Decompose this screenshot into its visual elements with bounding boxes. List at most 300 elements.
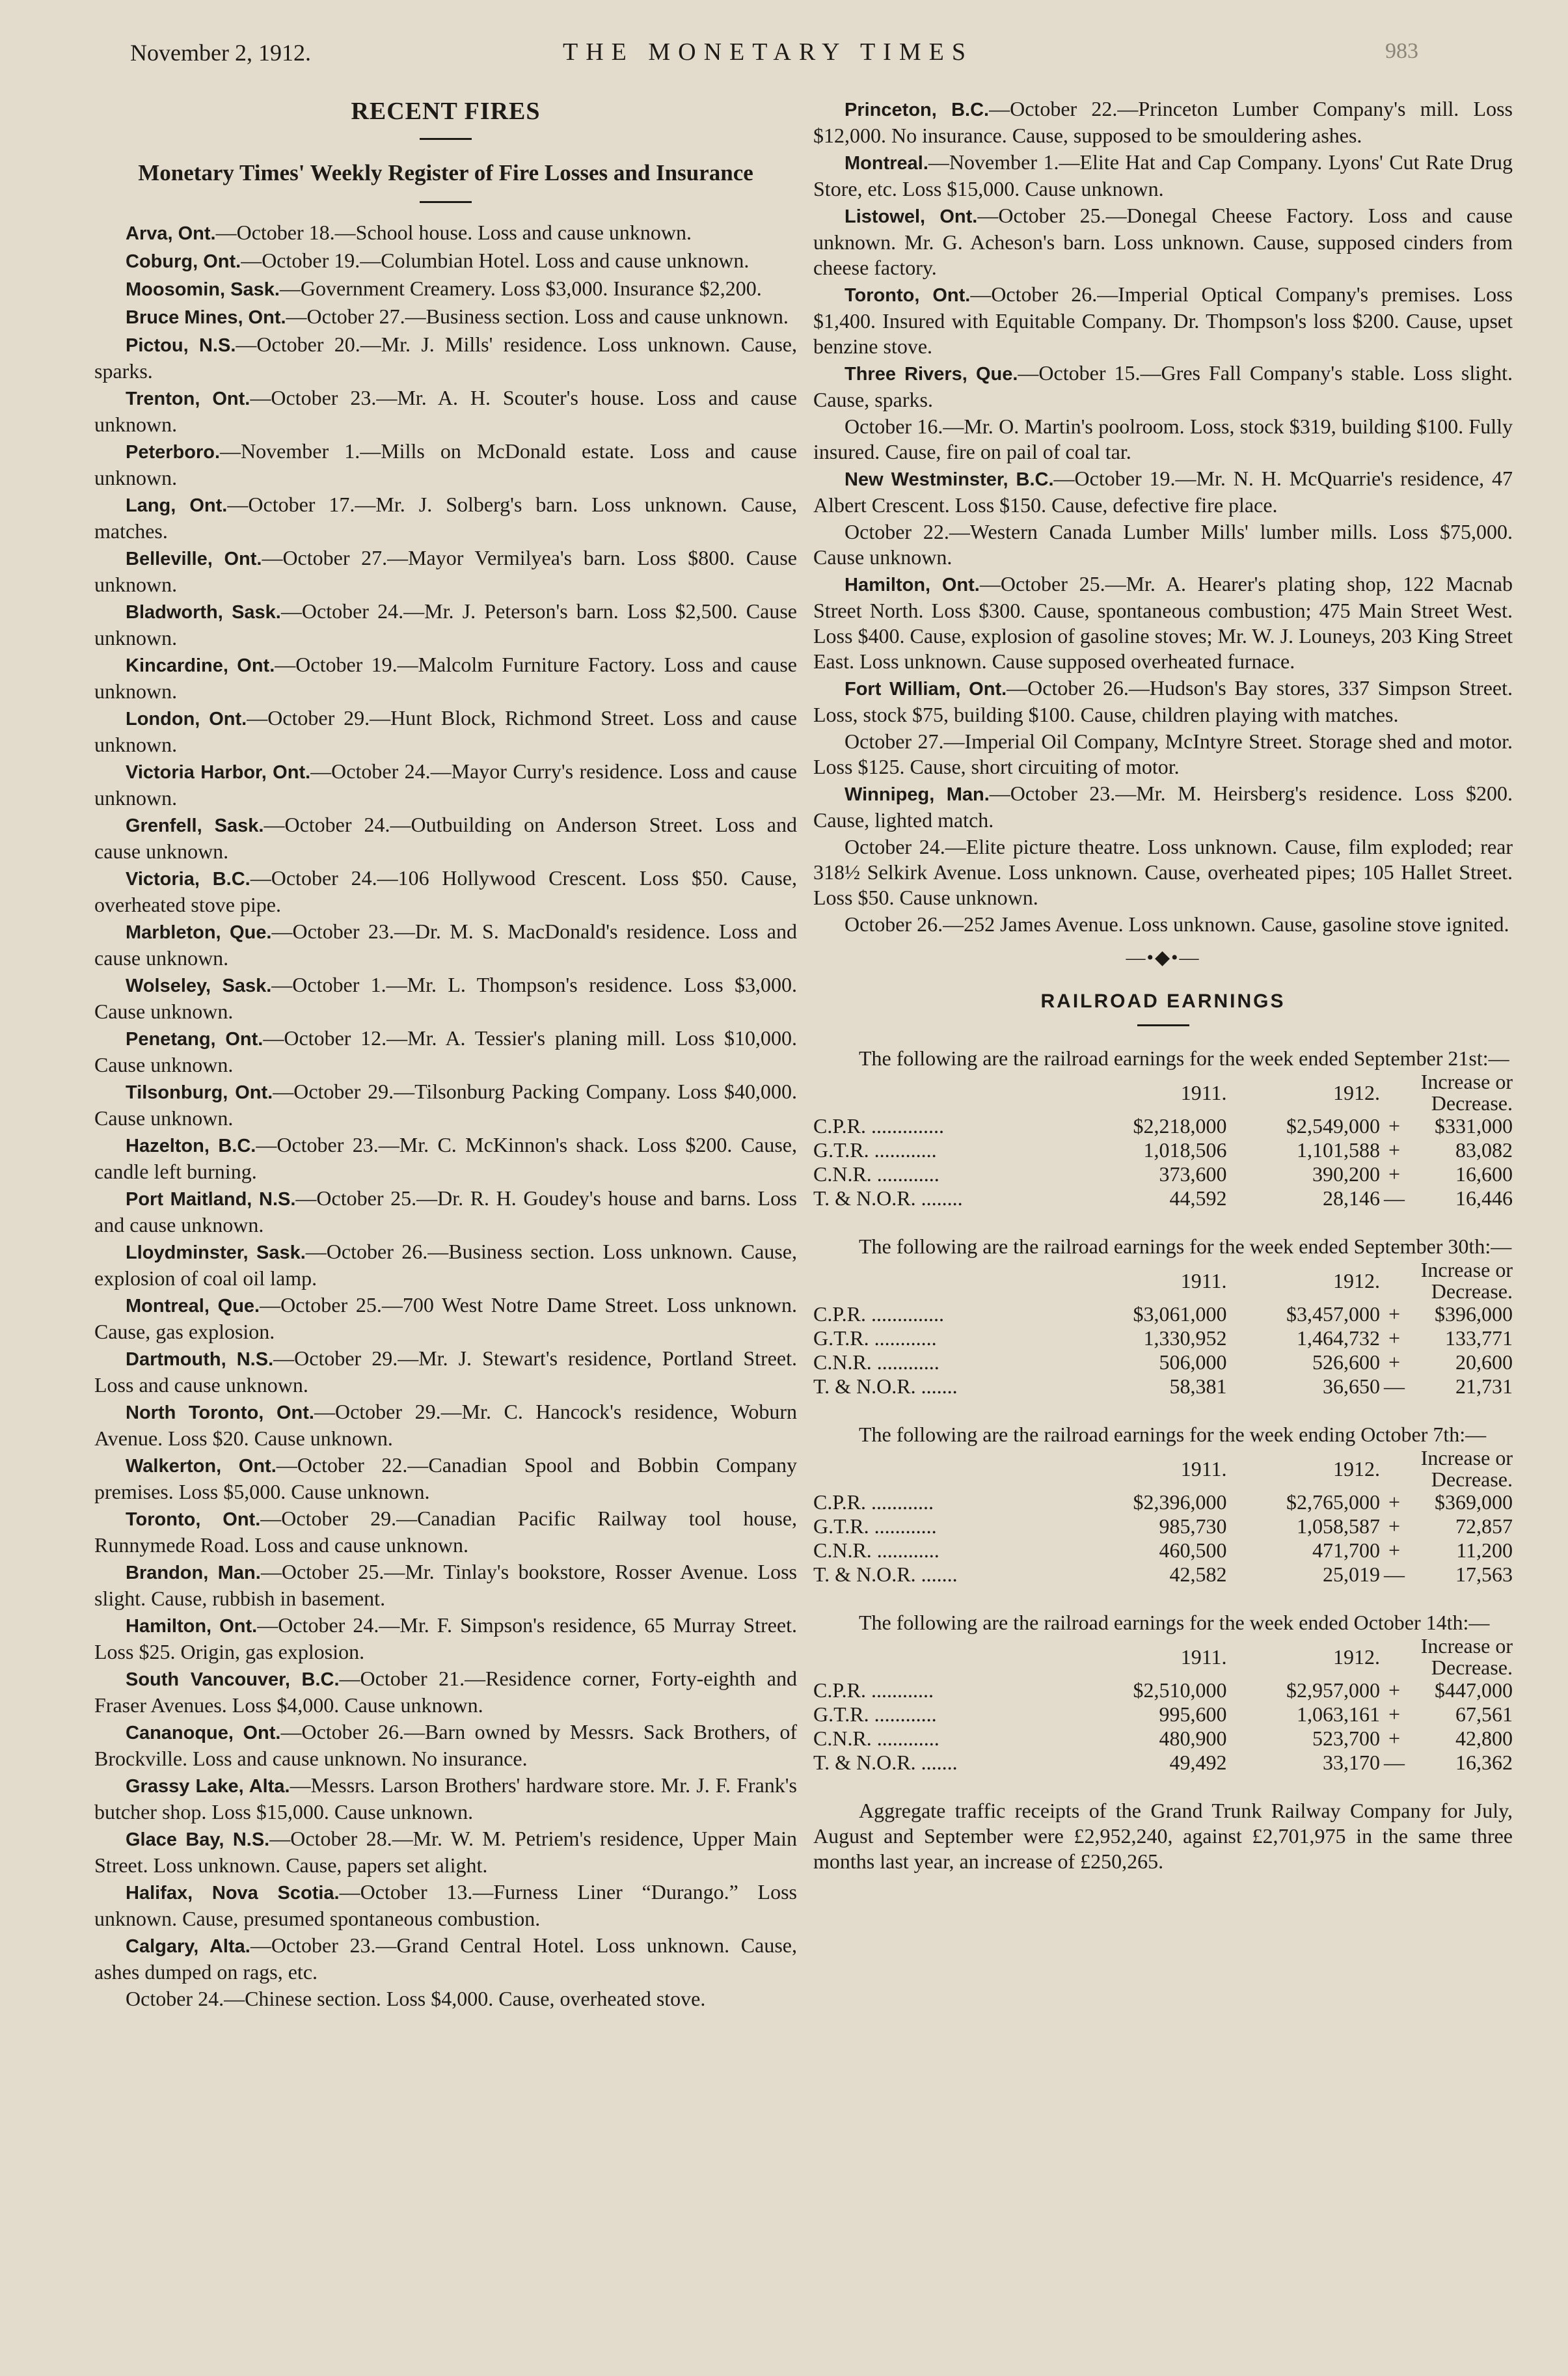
- fire-details: —October 22.—Princeton Lumber Company's mill. Loss $12,000. No insurance. Cause, supposed to be smouldering ashes.: [813, 97, 1513, 147]
- fire-details: —October 29.—Mr. C. Hancock's residence, Woburn Avenue. Loss $20. Cause unknown.: [94, 1400, 797, 1450]
- earnings-header-row: [813, 1259, 1513, 1302]
- fire-details: —October 1.—Mr. L. Thompson's residence. Loss $3,000. Cause unknown.: [94, 973, 798, 1023]
- fire-entry: [813, 781, 1513, 833]
- fire-details: —October 22.—Canadian Spool and Bobbin Company premises. Loss $5,000. Cause unknown.: [94, 1453, 797, 1503]
- fire-entry: [94, 545, 797, 597]
- railway-abbrev: G.T.R.: [813, 1702, 869, 1726]
- leader-dots: ............: [871, 1350, 939, 1374]
- railroad-earnings-heading: RAILROAD EARNINGS: [1040, 990, 1286, 1012]
- earnings-tables: [813, 1046, 1513, 1775]
- fire-location: Belleville, Ont.: [126, 549, 262, 569]
- fire-location: Hamilton, Ont.: [126, 1616, 258, 1637]
- change-amount: 133,771: [1445, 1326, 1513, 1350]
- fire-entry: [813, 282, 1513, 359]
- fire-location: Port Maitland, N.S.: [126, 1189, 296, 1210]
- fire-details: —October 18.—School house. Loss and cause unknown.: [215, 221, 692, 244]
- header-blank: [813, 1635, 1074, 1678]
- fire-location: Hazelton, B.C.: [126, 1136, 256, 1156]
- change-sign: +: [1388, 1350, 1401, 1374]
- leader-dots: ............: [871, 1538, 939, 1562]
- fire-entry: [94, 385, 797, 437]
- railway-name: [813, 1114, 1074, 1138]
- fire-details: —October 19.—Columbian Hotel. Loss and cause unknown.: [241, 249, 750, 272]
- railway-abbrev: T. & N.O.R.: [813, 1563, 916, 1586]
- change-amount: $369,000: [1435, 1490, 1513, 1514]
- leader-dots: ............: [869, 1326, 937, 1350]
- fire-entry: [94, 1879, 797, 1932]
- fire-location: New Westminster, B.C.: [845, 469, 1054, 490]
- railway-abbrev: G.T.R.: [813, 1514, 869, 1538]
- fire-details: —October 26.—Business section. Loss unknown. Cause, explosion of coal oil lamp.: [94, 1240, 797, 1290]
- railway-name: [813, 1751, 1074, 1775]
- fire-entry: [94, 1719, 797, 1771]
- leader-dots: ............: [871, 1727, 939, 1750]
- earnings-1912: 33,170: [1323, 1751, 1380, 1774]
- earnings-row: [813, 1702, 1513, 1727]
- earnings-1912: 25,019: [1323, 1563, 1380, 1586]
- change-sign: +: [1388, 1514, 1401, 1538]
- railway-abbrev: C.N.R.: [813, 1350, 872, 1374]
- leader-dots: ..............: [865, 1114, 944, 1138]
- leader-dots: ........: [915, 1186, 963, 1210]
- fire-entry: [94, 759, 797, 811]
- fire-details: —October 25.—Dr. R. H. Goudey's house and barns. Loss and cause unknown.: [94, 1186, 798, 1236]
- earnings-header-row: [813, 1071, 1513, 1114]
- earnings-1912: 523,700: [1312, 1727, 1380, 1750]
- earnings-table: [813, 1635, 1513, 1775]
- earnings-header-row: [813, 1635, 1513, 1678]
- fire-entry-continuation: October 26.—252 James Avenue. Loss unknown. Cause, gasoline stove ignited.: [845, 912, 1509, 936]
- railway-name: [813, 1490, 1074, 1514]
- fire-location: Grassy Lake, Alta.: [126, 1776, 290, 1797]
- fire-details: —October 24.—106 Hollywood Crescent. Loss $50. Cause, overheated stove pipe.: [94, 866, 797, 916]
- fire-location: Lloydminster, Sask.: [126, 1242, 306, 1263]
- fire-location: South Vancouver, B.C.: [126, 1669, 340, 1690]
- fire-details: —October 23.—Dr. M. S. MacDonald's residence. Loss and cause unknown.: [94, 920, 797, 970]
- railway-name: [813, 1326, 1074, 1350]
- leader-dots: ............: [869, 1138, 937, 1162]
- left-column: [94, 96, 797, 2013]
- fire-details: —October 23.—Grand Central Hotel. Loss unknown. Cause, ashes dumped on rags, etc.: [94, 1933, 798, 1984]
- earnings-intro: The following are the railroad earnings for the week ended October 14th:—: [859, 1611, 1490, 1634]
- earnings-table: [813, 1259, 1513, 1399]
- fire-location: Bladworth, Sask.: [126, 602, 281, 623]
- fire-location: Peterboro.: [126, 442, 221, 463]
- fire-list-right: [813, 96, 1513, 937]
- fire-entry: [813, 361, 1513, 413]
- fire-location: Brandon, Man.: [126, 1563, 261, 1583]
- railway-abbrev: C.N.R.: [813, 1162, 872, 1186]
- fire-entry: [94, 1239, 797, 1291]
- fire-entry-continuation: October 22.—Western Canada Lumber Mills' lumber mills. Loss $75,000. Cause unknown.: [813, 520, 1513, 569]
- earnings-header-row: [813, 1447, 1513, 1490]
- fire-location: Marbleton, Que.: [126, 922, 272, 943]
- fire-location: Glace Bay, N.S.: [126, 1829, 270, 1850]
- fire-details: —October 26.—Hudson's Bay stores, 337 Simpson Street. Loss, stock $75, building $100. Cause, children playing with matches.: [813, 676, 1513, 726]
- earnings-row: [813, 1514, 1513, 1538]
- right-column: [813, 96, 1513, 1874]
- leader-dots: ............: [871, 1162, 939, 1186]
- fire-details: —October 12.—Mr. A. Tessier's planing mill. Loss $10,000. Cause unknown.: [94, 1026, 797, 1076]
- earnings-1912: $3,457,000: [1286, 1302, 1380, 1326]
- earnings-row: [813, 1350, 1513, 1374]
- issue-date: November 2, 1912.: [130, 40, 311, 66]
- page-number: 983: [1385, 39, 1418, 63]
- earnings-row: [813, 1490, 1513, 1514]
- railway-name: [813, 1514, 1074, 1538]
- fire-details: —October 24.—Outbuilding on Anderson Street. Loss and cause unknown.: [94, 813, 797, 863]
- railway-abbrev: C.N.R.: [813, 1727, 872, 1750]
- railway-abbrev: C.P.R.: [813, 1114, 866, 1138]
- fire-details: —October 25.—700 West Notre Dame Street. Loss unknown. Cause, gas explosion.: [94, 1293, 797, 1343]
- railway-abbrev: C.P.R.: [813, 1302, 866, 1326]
- fire-list-left: [94, 220, 797, 2012]
- earnings-row: [813, 1374, 1513, 1399]
- change-amount: 72,857: [1455, 1514, 1513, 1538]
- fire-details: —October 19.—Mr. N. H. McQuarrie's residence, 47 Albert Crescent. Loss $150. Cause, defective fire place.: [813, 467, 1513, 517]
- change-amount: 16,446: [1455, 1186, 1513, 1210]
- change-amount: 67,561: [1455, 1702, 1513, 1726]
- fire-location: Walkerton, Ont.: [126, 1456, 277, 1477]
- fire-location: Halifax, Nova Scotia.: [126, 1883, 340, 1904]
- railway-abbrev: G.T.R.: [813, 1138, 869, 1162]
- fire-details: —October 25.—Mr. A. Hearer's plating shop, 122 Macnab Street North. Loss $300. Cause, spontaneous combustion; 475 Main Street West. Loss $400. Cause, explosion of gasoline stoves; Mr. W. J. Louneys, 203 King Street East. Loss unknown. Cause supposed overheated furnace.: [813, 572, 1513, 673]
- earnings-1912: $2,765,000: [1286, 1490, 1380, 1514]
- fire-details: —October 13.—Furness Liner “Durango.” Loss unknown. Cause, presumed spontaneous combustion.: [94, 1880, 797, 1930]
- earnings-1911: $2,218,000: [1133, 1114, 1227, 1138]
- fire-entry: [94, 304, 797, 331]
- header-1911: 1911.: [1180, 1268, 1227, 1292]
- fire-location: Toronto, Ont.: [126, 1509, 261, 1530]
- earnings-intro: The following are the railroad earnings for the week ending October 7th:—: [859, 1423, 1487, 1446]
- earnings-row: [813, 1162, 1513, 1186]
- fire-location: Pictou, N.S.: [126, 335, 236, 356]
- header-blank: [813, 1259, 1074, 1302]
- railway-name: [813, 1162, 1074, 1186]
- fire-entry: [94, 1613, 797, 1665]
- fire-entry: [94, 1506, 797, 1558]
- fire-entry-continuation: October 27.—Imperial Oil Company, McIntyre Street. Storage shed and motor. Loss $125. Cause, short circuiting of motor.: [813, 730, 1513, 778]
- fire-entry: [813, 203, 1513, 280]
- earnings-1911: 58,381: [1169, 1374, 1227, 1398]
- fire-entry: [94, 1666, 797, 1718]
- fire-entry: [94, 1346, 797, 1398]
- earnings-table: [813, 1447, 1513, 1587]
- fire-details: —October 20.—Mr. J. Mills' residence. Loss unknown. Cause, sparks.: [94, 333, 797, 383]
- fire-details: —October 26.—Barn owned by Messrs. Sack Brothers, of Brockville. Loss and cause unknown. No insurance.: [94, 1720, 798, 1770]
- header-change: Increase or Decrease.: [1420, 1258, 1513, 1303]
- fire-entry: [94, 812, 797, 864]
- earnings-1912: 526,600: [1312, 1350, 1380, 1374]
- change-sign: +: [1388, 1326, 1401, 1350]
- railway-name: [813, 1350, 1074, 1374]
- header-blank: [813, 1071, 1074, 1114]
- change-sign: +: [1388, 1702, 1401, 1726]
- header-1911: 1911.: [1180, 1645, 1227, 1669]
- earnings-1911: 985,730: [1159, 1514, 1227, 1538]
- change-amount: 11,200: [1456, 1538, 1513, 1562]
- fire-details: —October 29.—Mr. J. Stewart's residence, Portland Street. Loss and cause unknown.: [94, 1346, 797, 1397]
- fire-entry: [94, 332, 797, 384]
- fire-entry: [94, 599, 797, 651]
- header-1911: 1911.: [1180, 1456, 1227, 1481]
- fire-details: —Government Creamery. Loss $3,000. Insurance $2,200.: [279, 277, 762, 300]
- fire-details: —October 15.—Gres Fall Company's stable. Loss slight. Cause, sparks.: [813, 361, 1513, 411]
- fire-entry: [94, 1453, 797, 1505]
- earnings-table: [813, 1071, 1513, 1210]
- fire-location: Arva, Ont.: [126, 223, 216, 244]
- fire-details: —October 29.—Tilsonburg Packing Company. Loss $40,000. Cause unknown.: [94, 1080, 798, 1130]
- fire-location: Listowel, Ont.: [845, 206, 978, 227]
- earnings-1911: $3,061,000: [1133, 1302, 1227, 1326]
- earnings-1911: 480,900: [1159, 1727, 1227, 1750]
- fire-details: —October 24.—Mayor Curry's residence. Loss and cause unknown.: [94, 759, 798, 810]
- railway-name: [813, 1538, 1074, 1563]
- change-amount: $447,000: [1435, 1678, 1513, 1702]
- header-change: Increase or Decrease.: [1420, 1446, 1513, 1491]
- section-ornament: —•◆•—: [1126, 947, 1200, 968]
- earnings-row: [813, 1114, 1513, 1138]
- header-1912: 1912.: [1333, 1645, 1380, 1669]
- fire-location: Moosomin, Sask.: [126, 279, 280, 300]
- header-1912: 1912.: [1333, 1268, 1380, 1292]
- fire-location: Calgary, Alta.: [126, 1936, 250, 1957]
- earnings-1912: $2,549,000: [1286, 1114, 1380, 1138]
- earnings-1912: 36,650: [1323, 1374, 1380, 1398]
- change-amount: $396,000: [1435, 1302, 1513, 1326]
- fire-details: —October 27.—Business section. Loss and cause unknown.: [286, 305, 789, 328]
- fire-details: —Messrs. Larson Brothers' hardware store. Mr. J. F. Frank's butcher shop. Loss $15,000. Cause unknown.: [94, 1773, 797, 1823]
- fire-entry: [813, 466, 1513, 518]
- fire-entry-continuation: October 16.—Mr. O. Martin's poolroom. Loss, stock $319, building $100. Fully insured. Cause, fire on pail of coal tar.: [813, 415, 1513, 463]
- masthead: THE MONETARY TIMES: [563, 38, 973, 66]
- leader-dots: ............: [865, 1490, 934, 1514]
- railway-name: [813, 1678, 1074, 1702]
- earnings-1911: 373,600: [1159, 1162, 1227, 1186]
- railway-name: [813, 1702, 1074, 1727]
- fire-details: —November 1.—Mills on McDonald estate. Loss and cause unknown.: [94, 439, 797, 489]
- fire-entry: [94, 652, 797, 704]
- leader-dots: ..............: [865, 1302, 944, 1326]
- fire-entry: [813, 676, 1513, 728]
- fire-entry: [94, 1559, 797, 1611]
- fire-entry: [94, 248, 797, 275]
- fire-entry: [94, 439, 797, 491]
- change-amount: 20,600: [1455, 1350, 1513, 1374]
- leader-dots: ............: [869, 1514, 937, 1538]
- earnings-1912: 1,063,161: [1297, 1702, 1380, 1726]
- railway-name: [813, 1138, 1074, 1162]
- earnings-1912: 1,464,732: [1297, 1326, 1380, 1350]
- railway-abbrev: T. & N.O.R.: [813, 1751, 916, 1774]
- earnings-1911: 506,000: [1159, 1350, 1227, 1374]
- fire-details: —October 19.—Malcolm Furniture Factory. Loss and cause unknown.: [94, 653, 797, 703]
- fire-entry: [94, 1132, 797, 1184]
- railway-abbrev: C.P.R.: [813, 1678, 866, 1702]
- fire-entry: [94, 1826, 797, 1878]
- earnings-intro: The following are the railroad earnings for the week ended September 21st:—: [859, 1046, 1509, 1070]
- change-sign: —: [1384, 1186, 1405, 1210]
- fire-entry: [94, 705, 797, 758]
- fire-location: Coburg, Ont.: [126, 251, 241, 272]
- fire-entry: [94, 1933, 797, 1985]
- earnings-1911: 49,492: [1169, 1751, 1227, 1774]
- railway-name: [813, 1727, 1074, 1751]
- fire-entry: [94, 492, 797, 544]
- fire-details: —November 1.—Elite Hat and Cap Company. Lyons' Cut Rate Drug Store, etc. Loss $15,000. Cause unknown.: [813, 150, 1513, 200]
- railway-abbrev: C.N.R.: [813, 1538, 872, 1562]
- fire-location: Montreal, Que.: [126, 1296, 260, 1317]
- change-sign: —: [1384, 1751, 1405, 1774]
- fire-details: —October 25.—Donegal Cheese Factory. Loss and cause unknown. Mr. G. Acheson's barn. Loss unknown. Cause, supposed cinders from cheese factory.: [813, 204, 1513, 279]
- fire-details: —October 23.—Mr. A. H. Scouter's house. Loss and cause unknown.: [94, 386, 797, 436]
- railway-abbrev: T. & N.O.R.: [813, 1374, 916, 1398]
- earnings-1911: 1,018,506: [1143, 1138, 1227, 1162]
- railway-abbrev: G.T.R.: [813, 1326, 869, 1350]
- earnings-1912: 1,101,588: [1297, 1138, 1380, 1162]
- fire-details: —October 17.—Mr. J. Solberg's barn. Loss unknown. Cause, matches.: [94, 493, 798, 543]
- heading-rule: [420, 138, 472, 140]
- fire-entry: [94, 866, 797, 918]
- change-amount: 16,362: [1455, 1751, 1513, 1774]
- fire-details: —October 21.—Residence corner, Forty-eighth and Fraser Avenues. Loss $4,000. Cause unknown.: [94, 1667, 798, 1717]
- change-amount: 21,731: [1455, 1374, 1513, 1398]
- fire-location: Wolseley, Sask.: [126, 976, 272, 996]
- earnings-1912: 28,146: [1323, 1186, 1380, 1210]
- earnings-1911: 460,500: [1159, 1538, 1227, 1562]
- earnings-row: [813, 1138, 1513, 1162]
- fire-entry: [94, 1186, 797, 1238]
- earnings-1911: 995,600: [1159, 1702, 1227, 1726]
- fire-location: North Toronto, Ont.: [126, 1402, 314, 1423]
- fire-entry: [813, 571, 1513, 674]
- fire-location: Princeton, B.C.: [845, 100, 990, 120]
- leader-dots: ............: [865, 1678, 934, 1702]
- fire-entry-continuation: October 24.—Chinese section. Loss $4,000. Cause, overheated stove.: [126, 1987, 706, 2010]
- fire-details: —October 24.—Mr. F. Simpson's residence, 65 Murray Street. Loss $25. Origin, gas explosion.: [94, 1613, 797, 1663]
- fire-location: Grenfell, Sask.: [126, 815, 264, 836]
- leader-dots: ............: [869, 1702, 937, 1726]
- earnings-row: [813, 1302, 1513, 1326]
- change-sign: +: [1388, 1678, 1401, 1702]
- leader-dots: .......: [915, 1563, 958, 1586]
- fire-location: Bruce Mines, Ont.: [126, 307, 286, 328]
- change-sign: —: [1384, 1563, 1405, 1586]
- header-blank: [813, 1447, 1074, 1490]
- fire-entry: [94, 1292, 797, 1345]
- change-sign: +: [1388, 1538, 1401, 1562]
- header-change: Increase or Decrease.: [1420, 1634, 1513, 1679]
- railway-abbrev: C.P.R.: [813, 1490, 866, 1514]
- fire-location: Lang, Ont.: [126, 495, 228, 516]
- fire-location: Victoria Harbor, Ont.: [126, 762, 311, 783]
- earnings-row: [813, 1751, 1513, 1775]
- change-amount: $331,000: [1435, 1114, 1513, 1138]
- earnings-1912: 390,200: [1312, 1162, 1380, 1186]
- railway-name: [813, 1186, 1074, 1210]
- earnings-row: [813, 1538, 1513, 1563]
- header-change: Increase or Decrease.: [1420, 1070, 1513, 1115]
- change-amount: 42,800: [1455, 1727, 1513, 1750]
- fire-details: —October 29.—Canadian Pacific Railway tool house, Runnymede Road. Loss and cause unknown.: [94, 1507, 797, 1557]
- fire-details: —October 27.—Mayor Vermilyea's barn. Loss $800. Cause unknown.: [94, 546, 798, 596]
- fire-entry: [813, 96, 1513, 148]
- change-sign: +: [1388, 1138, 1401, 1162]
- change-sign: +: [1388, 1727, 1401, 1750]
- fire-location: London, Ont.: [126, 709, 247, 730]
- change-sign: +: [1388, 1162, 1401, 1186]
- change-amount: 83,082: [1455, 1138, 1513, 1162]
- fire-details: —October 23.—Mr. M. Heirsberg's residence. Loss $200. Cause, lighted match.: [813, 782, 1513, 832]
- page-header: [130, 39, 1418, 78]
- fire-details: —October 28.—Mr. W. M. Petriem's residence, Upper Main Street. Loss unknown. Cause, papers set alight.: [94, 1827, 797, 1877]
- earnings-1911: $2,396,000: [1133, 1490, 1227, 1514]
- earnings-1912: 471,700: [1312, 1538, 1380, 1562]
- fire-location: Penetang, Ont.: [126, 1029, 264, 1050]
- change-sign: —: [1384, 1374, 1405, 1398]
- earnings-1911: 1,330,952: [1143, 1326, 1227, 1350]
- fire-entry: [94, 1399, 797, 1451]
- earnings-1912: $2,957,000: [1286, 1678, 1380, 1702]
- fire-location: Dartmouth, N.S.: [126, 1349, 274, 1370]
- change-sign: +: [1388, 1114, 1401, 1138]
- subheading-rule: [420, 201, 472, 203]
- fire-location: Hamilton, Ont.: [845, 575, 980, 595]
- fire-entry: [813, 150, 1513, 202]
- fire-location: Tilsonburg, Ont.: [126, 1082, 273, 1103]
- earnings-intro: The following are the railroad earnings for the week ended September 30th:—: [859, 1235, 1512, 1258]
- fire-entry: [94, 972, 797, 1024]
- earnings-1911: 44,592: [1169, 1186, 1227, 1210]
- fire-location: Kincardine, Ont.: [126, 655, 275, 676]
- railway-name: [813, 1563, 1074, 1587]
- change-amount: 16,600: [1455, 1162, 1513, 1186]
- fire-location: Victoria, B.C.: [126, 869, 250, 890]
- fire-entry: [94, 1079, 797, 1131]
- fire-entry: [94, 1773, 797, 1825]
- earnings-row: [813, 1727, 1513, 1751]
- header-1912: 1912.: [1333, 1080, 1380, 1104]
- fire-entry: [94, 276, 797, 303]
- fire-location: Winnipeg, Man.: [845, 784, 990, 805]
- leader-dots: .......: [915, 1374, 958, 1398]
- recent-fires-heading: RECENT FIRES: [351, 98, 541, 125]
- fire-entry-continuation: October 24.—Elite picture theatre. Loss unknown. Cause, film exploded; rear 318½ Selkirk Avenue. Loss unknown. Cause, overheated pipes; 105 Hallet Street. Loss $50. Cause unknown.: [813, 835, 1513, 909]
- railway-name: [813, 1302, 1074, 1326]
- earnings-1911: $2,510,000: [1133, 1678, 1227, 1702]
- earnings-row: [813, 1563, 1513, 1587]
- fire-entry: [94, 1026, 797, 1078]
- fire-location: Three Rivers, Que.: [845, 364, 1018, 385]
- fire-location: Cananoque, Ont.: [126, 1723, 281, 1743]
- earnings-1912: 1,058,587: [1297, 1514, 1380, 1538]
- fire-details: —October 23.—Mr. C. McKinnon's shack. Loss $200. Cause, candle left burning.: [94, 1133, 797, 1183]
- earnings-row: [813, 1678, 1513, 1702]
- earnings-row: [813, 1326, 1513, 1350]
- fire-location: Trenton, Ont.: [126, 389, 250, 409]
- railroad-heading-rule: [1137, 1024, 1189, 1026]
- fire-entry: [94, 919, 797, 971]
- railway-abbrev: T. & N.O.R.: [813, 1186, 916, 1210]
- change-amount: 17,563: [1455, 1563, 1513, 1586]
- change-sign: +: [1388, 1302, 1401, 1326]
- fire-location: Montreal.: [845, 153, 928, 174]
- earnings-1911: 42,582: [1169, 1563, 1227, 1586]
- fire-details: —October 26.—Imperial Optical Company's premises. Loss $1,400. Insured with Equitable Company. Dr. Thompson's loss $200. Cause, upset benzine stove.: [813, 282, 1513, 358]
- header-1911: 1911.: [1180, 1080, 1227, 1104]
- fire-details: —October 24.—Mr. J. Peterson's barn. Loss $2,500. Cause unknown.: [94, 599, 798, 649]
- change-sign: +: [1388, 1490, 1401, 1514]
